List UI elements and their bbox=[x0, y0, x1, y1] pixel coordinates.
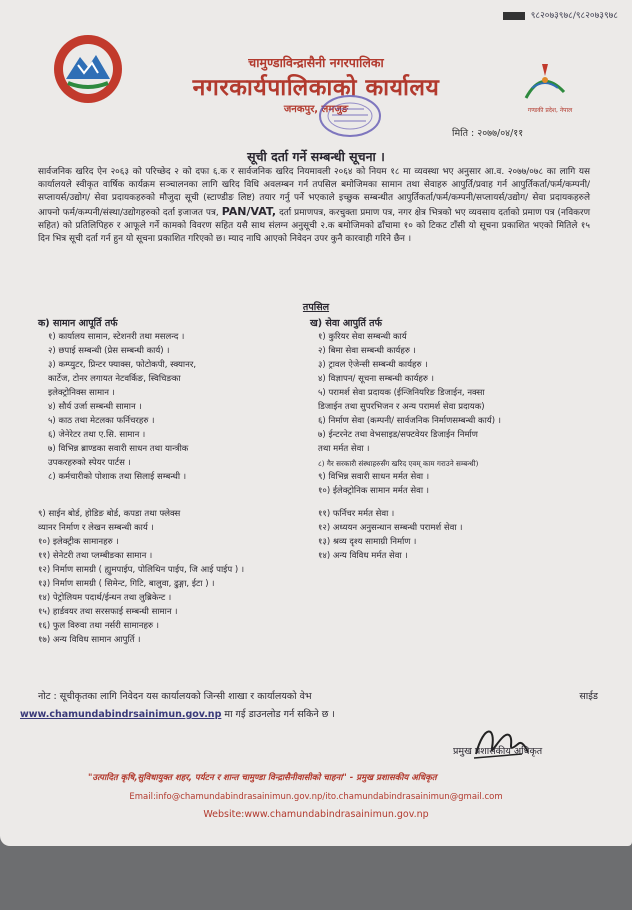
website-link[interactable]: www.chamundabindrsainimun.gov.np bbox=[20, 709, 222, 720]
list-item: १) कार्यालय सामान, स्टेशनरी तथा मसलन्द । bbox=[48, 332, 185, 342]
note-text-end: साईड bbox=[579, 691, 598, 702]
list-item: ५) परामर्श सेवा प्रदायक (ईन्जिनियरिङ डिजाईन, नक्सा bbox=[318, 388, 485, 398]
note-download bbox=[20, 707, 335, 720]
list-item: ५) काठ तथा मेटलका फर्निचरहरु । bbox=[48, 416, 155, 426]
list-item: २) बिमा सेवा सम्बन्धी कार्यहरु । bbox=[318, 346, 416, 356]
list-item: १६) फुल विरुवा तथा नर्सरी सामानहरु । bbox=[38, 621, 160, 631]
list-item: व्यानर निर्माण र लेखन सम्बन्धी कार्य । bbox=[38, 523, 154, 533]
list-item: १५) हार्डवयर तथा सरसफाई सम्बन्धी सामान । bbox=[38, 607, 178, 617]
list-item: १३) श्रव्य दृश्य सामाग्री निर्माण । bbox=[318, 537, 417, 547]
office-stamp-icon bbox=[318, 93, 382, 139]
list-item: ९) साईन बोर्ड, होडिङ बोर्ड, कपडा तथा फ्लेक्स bbox=[38, 509, 181, 519]
office-address: जनकपुर, लमजुङ bbox=[283, 104, 349, 115]
reference-number: ९८२०७३९७८/९८२०७३९७८ bbox=[503, 8, 618, 21]
list-item: ४) विज्ञापन/ सूचना सम्बन्धी कार्यहरु । bbox=[318, 374, 434, 384]
list-item: १४) अन्य विविध मर्मत सेवा । bbox=[318, 551, 408, 561]
footer-website[interactable]: Website:www.chamundabindrasainimun.gov.np bbox=[203, 809, 429, 820]
body-paragraph-2: दर्ता प्रमाणपत्र, करचुक्ता प्रमाण पत्र, नगर क्षेत्र भित्रको भए व्यवसाय दर्ताको प्रमाण पत्र (नविकरण सहित) को प्रतिलिपिहरु र आफूले गर्ने कामको विवरण सहित यसै साथ संलग्न अनुसूची २.क बमोजिमको ढाँचामा १० को टिकट टाँसी यो सूचना प्रकाशित भएको मितिले १५ दिन भित्र सूची दर्ता गर्न हुन यो सूचना प्रकाशित गरिएको छ। म्याद नाघि आएको निवेदन उपर कुनै कारवाही गरिने छैन । bbox=[38, 208, 590, 245]
list-item: ६) निर्माण सेवा (कम्पनी/ सार्वजनिक निर्माणसम्बन्धी कार्य) । bbox=[318, 416, 501, 426]
list-item: १२) निर्माण सामग्री ( ह्युमपाईप, पोलिथिन पाईप, जि आई पाईप ) । bbox=[38, 565, 245, 575]
list-item: १०) ईलेक्ट्रोनिक सामान मर्मत सेवा । bbox=[318, 486, 430, 496]
notice-title: सूची दर्ता गर्ने सम्बन्धी सूचना । bbox=[247, 149, 385, 164]
note-suffix: मा गई डाउनलोड गर्न सकिने छ । bbox=[221, 709, 336, 720]
officer-title: प्रमुख प्रशासकीय अधिकृत bbox=[453, 746, 543, 757]
list-item: १७) अन्य विविध सामान आपुर्ति । bbox=[38, 635, 141, 645]
schedule-heading: तपसिल bbox=[302, 302, 330, 313]
list-item: २) छपाई सम्बन्धी (प्रेस सम्बन्धी कार्य) । bbox=[48, 346, 170, 356]
list-item: ४) सौर्य उर्जा सम्बन्धी सामान । bbox=[48, 402, 142, 412]
barcode-block bbox=[503, 12, 525, 20]
footer-slogan: "उत्पादित कृषि,सुविधायुक्त शहर, पर्यटन र शान्त चामुण्डा विन्द्रासैनीवासीको चाहना" - प्रमुख प्रशासकीय अधिकृत bbox=[88, 773, 437, 783]
list-item: कार्टेज, टोनर लगायत नेटवर्किङ, स्विचिङका bbox=[48, 374, 181, 384]
pan-vat-label: PAN/VAT, bbox=[221, 205, 277, 219]
list-item: ६) जेनेरेटर तथा ए.सि. सामान । bbox=[48, 430, 146, 440]
list-item: १०) इलेक्ट्रीक सामानहरु । bbox=[38, 537, 119, 547]
list-item: ७) विभिन्न ब्राण्डका सवारी साधन तथा यान्त्रीक bbox=[48, 444, 189, 454]
goods-heading: क) सामान आपूर्ति तर्फ bbox=[38, 318, 118, 329]
list-item: ७) ईन्टरनेट तथा वेभसाइड/सफ्टवेयर डिजाईन निर्माण bbox=[318, 430, 478, 440]
list-item: ११) सेनेटरी तथा प्लम्बीङका सामान । bbox=[38, 551, 153, 561]
list-item: ८) कर्मचारीको पोशाक तथा सिलाई सम्बन्धी । bbox=[48, 472, 187, 482]
list-item: १२) अध्ययन अनुसन्धान सम्बन्धी परामर्श सेवा । bbox=[318, 523, 463, 533]
list-item: तथा मर्मत सेवा । bbox=[318, 444, 370, 454]
notice-body bbox=[38, 166, 590, 247]
body-paragraph-1: सार्वजनिक खरिद ऐन २०६३ को परिच्छेद २ को दफा ६.क र सार्वजनिक खरिद नियमावली २०६४ को नियम १८ मा व्यवस्था भए अनुसार आ.व. २०७७/०७८ का लागि यस कार्यालयले स्वीकृत वार्षिक कार्यक्रम सञ्चालनका लागि खरिद विधि अवलम्बन गर्न तपसिल बमोजिमका सामान तथा सेवाहरु आपुर्ति/प्रवाह गर्न आपुर्तिकर्ता/फर्म/कम्पनी/सप्लायर्स/उद्योग/ सेवा प्रदायकहरुको मौजुदा सूची (स्टाण्डीङ लिष्ट) तयार गर्नु पर्ने भएकाले इच्छुक सम्बन्धीत आपुर्तिकर्ता/फर्म/कम्पनी/सप्लायर्स/उद्योग/ सेवा प्रदायकहरुले आफ्नो फर्म/कम्पनी/संस्था/उद्योगहरुको दर्ता इजाजत पत्र, bbox=[38, 167, 590, 219]
list-item: ३) ट्रावल ऐजेन्सी सम्बन्धी कार्यहरु । bbox=[318, 360, 428, 370]
note-line bbox=[38, 689, 598, 702]
list-item: १३) निर्माण सामग्री ( सिमेन्ट, गिटि, बालुवा, ढुङ्गा, ईटा ) । bbox=[38, 579, 215, 589]
list-item: ८) गैर सरकारी संस्थाहरुसँग खरिद एवम् काम गराउने सम्बन्धी) bbox=[318, 459, 479, 468]
municipality-name: चामुण्डाविन्द्रासैनी नगरपालिका bbox=[248, 55, 384, 70]
list-item: ३) कम्प्युटर, प्रिन्टर फ्याक्स, फोटोकपी, स्क्यानर, bbox=[48, 360, 197, 370]
note-text: नोट : सूचीकृतका लागि निवेदन यस कार्यालयको जिन्सी शाखा र कार्यालयको वेभ bbox=[38, 691, 312, 702]
tourism-logo-icon bbox=[512, 58, 578, 106]
signature-icon bbox=[470, 718, 530, 764]
footer-email[interactable]: Email:info@chamundabindrasainimun.gov.np/ito.chamundabindrasainimun@gmail.com bbox=[129, 792, 503, 802]
list-item: डिजाईन तथा सुपरभिजन र अन्य परामर्श सेवा प्रदायक) bbox=[318, 402, 485, 412]
list-item: उपकरहरुको स्पेयर पार्टस । bbox=[48, 458, 131, 468]
list-item: १४) पेट्रोलियम पदार्थ/ईन्धन तथा लुब्रिकेन्ट । bbox=[38, 593, 172, 603]
logo-caption: गण्डकी प्रदेश, नेपाल bbox=[527, 107, 573, 114]
office-name: नगरकार्यपालिकाको कार्यालय bbox=[192, 75, 440, 101]
list-item: ११) फर्निचर मर्मत सेवा । bbox=[318, 509, 395, 519]
services-heading: ख) सेवा आपुर्ति तर्फ bbox=[310, 318, 382, 329]
list-item: ९) विभिन्न सवारी साधन मर्मत सेवा । bbox=[318, 472, 430, 482]
notice-date: मिति : २०७७/०४/११ bbox=[452, 128, 524, 139]
list-item: इलेक्ट्रोनिक्स सामान । bbox=[48, 388, 115, 398]
list-item: १) कुरियर सेवा सम्बन्धी कार्य bbox=[318, 332, 407, 342]
